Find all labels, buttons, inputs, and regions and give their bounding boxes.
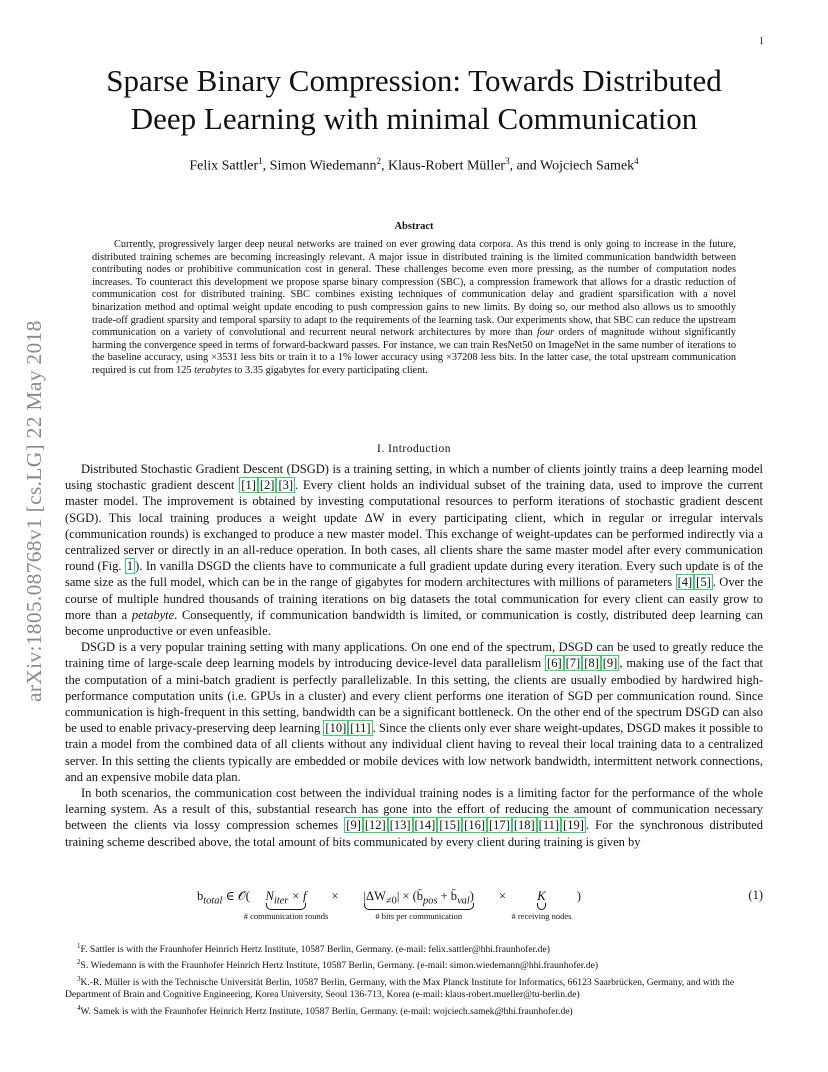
eq-subscript: pos: [423, 895, 438, 907]
citation-link[interactable]: [17]: [489, 818, 510, 833]
eq-term-receiving-nodes: [511, 889, 572, 921]
eq-symbol: + b̄: [437, 889, 458, 903]
citation-link[interactable]: [9]: [346, 818, 361, 833]
eq-subscript: iter: [273, 895, 289, 907]
eq-label: # bits per communication: [375, 911, 463, 921]
author-affiliation-mark: 4: [634, 156, 639, 166]
equation-body: [197, 888, 582, 921]
abstract-fragment: Currently, progressively larger deep neural networks are trained on ever growing data corpora. As this trend is only going to increase in the future, distributed training schemes are becoming increasingly relevant. A major issue in distributed training is the limited communication bandwidth between contributing nodes or prohibitive communication cost in general. These challenges become even more pressing, as the number of computation nodes increases. To counteract this development we propose sparse binary compression (SBC), a compression framework that allows for a drastic reduction of communication cost for distributed training. SBC combines existing techniques of communication delay and gradient sparsification with a novel binarization method and optimal weight update encoding to push compression gains to new limits. By doing so, our method also allows us to smoothly trade-off gradient sparsity and temporal sparsity to adapt to the requirements of the learning task. Our experiments show, that SBC can reduce the upstream communication on a variety of convolutional and recurrent neural network architectures by more than: [92, 239, 736, 339]
eq-symbol: × f: [288, 889, 307, 903]
text: . Every client holds an individual subset of the training data, used to improve the current master model. The improvement is obtained by investing computational resources to perform iterations of stochastic gradient descent (SGD). This local training produces a weight update ΔW in every participating client, which in regular or irregular intervals (communication rounds) is exchanged to produce a new master model. This exchange of weight-updates can be performed indirectly via a centralized server or directly in an all-reduce operation. In both cases, all clients share the same master model after every communication round (Fig.: [65, 478, 763, 574]
abstract-emphasis: terabytes: [194, 364, 232, 376]
text: . For the synchronous distributed training scheme described above, the total amount of bits communicated by every client during training is given by: [65, 818, 763, 849]
eq-subscript: total: [203, 895, 223, 907]
paragraph-3: [65, 785, 763, 850]
body-text: [65, 461, 763, 850]
citation-link[interactable]: [1]: [241, 478, 256, 493]
eq-subscript: val: [457, 895, 470, 907]
abstract-fragment: orders of magnitude without significantly harming the convergence speed in terms of forward-backward passes. For instance, we can train ResNet50 on ImageNet in the same number of iterations to the baseline accuracy, using ×3531 less bits or train it to a 1% lower accuracy using ×37208 less bits. In the latter case, the total upstream communication required is cut from 125: [92, 327, 736, 376]
paper-title: [60, 62, 768, 138]
text: , making use of the fact that the computation of a mini-batch gradient is perfectly parallelizable. In this setting, the clients are usually embodied by hardwired high-performance computation units (i.e. GPUs in a cluster) and every client performs one iteration of SGD per communication round. Since communication is high-frequent in this setting, bandwidth can be a significant bottleneck. On the other end of the spectrum DSGD can also be used to enable privacy-preserving deep learning: [65, 656, 763, 736]
eq-symbol: ∈ 𝒪(: [222, 889, 250, 903]
figure-link[interactable]: 1: [126, 559, 134, 574]
equation-number: (1): [748, 888, 763, 902]
citation-link[interactable]: [2]: [259, 478, 275, 493]
abstract-heading: Abstract: [394, 221, 434, 232]
author-list: [60, 156, 768, 175]
eq-symbol: ): [469, 889, 474, 903]
eq-label: # communication rounds: [243, 911, 329, 921]
eq-term-bits-per-communication: [363, 889, 474, 921]
footnote-mark: 2: [77, 958, 81, 967]
author-affiliation-mark: 1: [258, 156, 263, 166]
footnote-mark: 3: [77, 974, 81, 983]
title-line-1: Sparse Binary Compression: Towards Distributed: [106, 63, 722, 98]
section-heading: I. Introduction: [377, 443, 451, 455]
citation-link[interactable]: [9]: [602, 656, 618, 671]
paragraph-2: [65, 639, 763, 785]
citation-link[interactable]: [4]: [677, 575, 693, 590]
title-line-2: Deep Learning with minimal Communication: [130, 101, 698, 136]
citation-link[interactable]: [19]: [563, 818, 584, 833]
emphasis: petabyte: [131, 607, 175, 622]
text: In both scenarios, the communication cost between the individual training nodes is a limiting factor for the performance of the whole learning system. As a result of this, substantial research has gone into the effort of reducing the amount of communication necessary between the clients via lossy compression schemes: [65, 786, 763, 833]
eq-term-communication-rounds: [243, 889, 329, 921]
equation-1: [65, 888, 763, 932]
citation-link[interactable]: [8]: [584, 656, 599, 671]
footnote: [65, 1002, 763, 1018]
author-affiliation-mark: 2: [376, 156, 382, 166]
eq-symbol: N: [265, 889, 274, 903]
eq-symbol: b: [197, 889, 204, 903]
author-affiliation-mark: 3: [505, 156, 510, 166]
author-separator: ,: [262, 158, 270, 174]
author-name: Klaus-Robert Müller: [388, 158, 506, 174]
abstract-text: [92, 239, 736, 378]
underbrace: [266, 903, 307, 910]
text: . Since the clients only ever share weight-updates, DSGD makes it possible to train a model from the combined data of all clients without any individual client having to reveal their local training data to a centralized server. In this setting the clients typically are embedded or mobile devices with low network bandwidth, intermittent network connections, and an expensive mobile data plan.: [65, 721, 763, 784]
footnote-text: K.-R. Müller is with the Technische Universität Berlin, 10587 Berlin, Germany, with the Max Planck Institute for Informatics, 66123 Saarbrücken, Germany, and with the Department of Brain and Cognitive Engineering, Korea University, Seoul 136-713, Korea (e-mail: klaus-robert.mueller@tu-berlin.de): [65, 977, 735, 1001]
abstract-fragment: to 3.35 gigabytes for every participating client.: [231, 364, 428, 376]
citation-link[interactable]: [5]: [696, 575, 711, 590]
citation-link[interactable]: [14]: [414, 818, 436, 833]
abstract-emphasis: four: [537, 327, 555, 339]
citation-link[interactable]: [11]: [538, 818, 560, 833]
footnote: [65, 956, 763, 972]
eq-subscript: ≠0: [385, 895, 397, 907]
text: . Over the course of multiple hundred thousands of training iterations on big datasets the total communication for every client can easily grow to more than a: [65, 575, 763, 622]
footnote-mark: 1: [77, 942, 81, 950]
arxiv-identifier: arXiv:1805.08768v1 [cs.LG] 22 May 2018: [22, 320, 46, 702]
citation-link[interactable]: [3]: [278, 478, 294, 493]
author-name: Wojciech Samek: [540, 158, 635, 174]
underbrace: [537, 903, 545, 910]
page-number: 1: [759, 36, 764, 47]
footnotes: [65, 940, 763, 1018]
eq-symbol: ×: [498, 889, 507, 903]
eq-symbol: K: [537, 889, 546, 903]
text: Distributed Stochastic Gradient Descent (DSGD) is a training setting, in which a number of clients jointly trains a deep learning model using stochastic gradient descent: [65, 462, 763, 493]
citation-link[interactable]: [7]: [565, 656, 581, 671]
footnote: [65, 973, 763, 1002]
footnote-text: S. Wiedemann is with the Fraunhofer Heinrich Hertz Institute, 10587 Berlin, Germany. (e-mail: simon.wiedemann@hhi.fraunhofer.de): [80, 960, 599, 972]
text: . Consequently, if communication bandwidth is limited, or communication is costly, distributed deep learning can become unproductive or even unfeasible.: [65, 607, 763, 639]
eq-symbol: |ΔW: [363, 889, 386, 903]
text: DSGD is a very popular training setting with many applications. On one end of the spectrum, DSGD can be used to greatly reduce the training time of large-scale deep learning models by introducing device-level data parallelism: [65, 640, 763, 671]
author-separator: ,: [381, 158, 389, 174]
underbrace: [364, 903, 474, 910]
text: ). In vanilla DSGD the clients have to communicate a full gradient update during every iteration. Every such update is of the same size as the full model, which can be in the range of gigabytes for modern architectures with millions of parameters: [65, 559, 763, 590]
footnote-mark: 4: [77, 1003, 81, 1012]
footnote-text: F. Sattler is with the Fraunhofer Heinrich Hertz Institute, 10587 Berlin, Germany. (e-mail: felix.sattler@hhi.fraunhofer.de): [80, 944, 550, 956]
citation-link[interactable]: [15]: [439, 818, 461, 833]
author-name: Simon Wiedemann: [269, 158, 377, 174]
citation-link[interactable]: [11]: [350, 721, 371, 736]
citation-link[interactable]: [6]: [547, 656, 562, 671]
eq-symbol: ×: [331, 889, 339, 903]
eq-symbol: | × (b̄: [396, 889, 424, 903]
citation-link[interactable]: [16]: [464, 818, 485, 833]
citation-link[interactable]: [13]: [389, 818, 411, 833]
citation-link[interactable]: [12]: [364, 818, 386, 833]
eq-label: # receiving nodes: [511, 911, 572, 921]
eq-symbol: ): [576, 889, 582, 903]
footnote-text: W. Samek is with the Fraunhofer Heinrich Hertz Institute, 10587 Berlin, Germany. (e-mail: wojciech.samek@hhi.fraunhofer.de): [80, 1005, 573, 1017]
author-separator: , and: [509, 158, 541, 174]
citation-link[interactable]: [10]: [325, 721, 347, 736]
author-name: Felix Sattler: [189, 158, 259, 174]
footnote: [65, 940, 763, 956]
paragraph-1: [65, 461, 763, 639]
citation-link[interactable]: [18]: [513, 818, 535, 833]
